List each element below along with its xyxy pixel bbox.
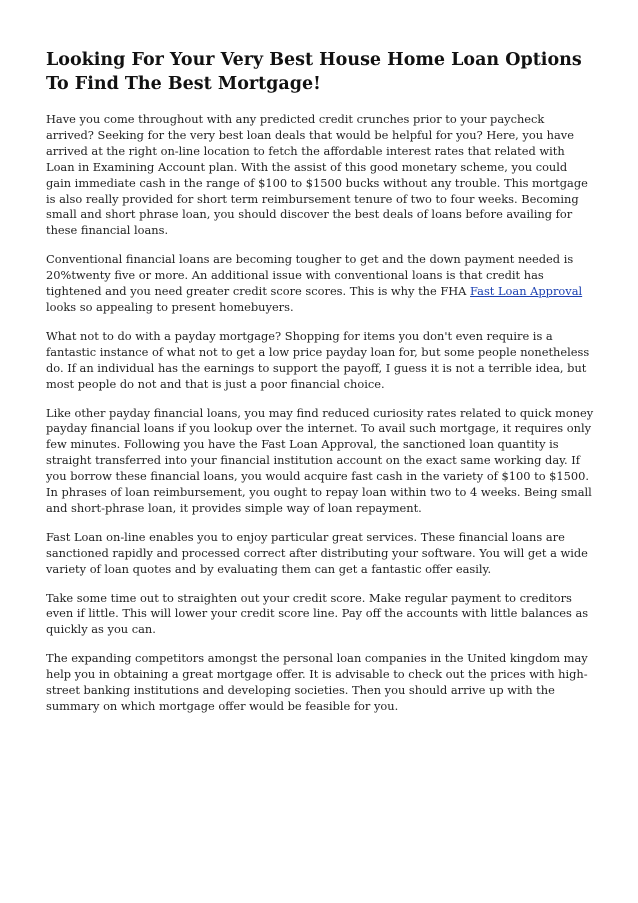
fast-loan-approval-link[interactable]: Fast Loan Approval xyxy=(470,284,583,299)
paragraph-4: Like other payday financial loans, you may find reduced curiosity rates related to quick money payday financial loans if you lookup over the internet. To avail such mortgage, it requires only few minutes. Following you have the Fast Loan Approval, the sanctioned loan quantity is straight transferred into your financial institution account on the exact same working day. If you borrow these financial loans, you would acquire fast cash in the variety of $100 to $1500. In phrases of loan reimbursement, you ought to repay loan within two to 4 weeks. Being small and short-phrase loan, it provides simple way of loan repayment. xyxy=(46,405,594,515)
paragraph-3: What not to do with a payday mortgage? Shopping for items you don't even require is a fantastic instance of what not to get a low price payday loan for, but some people nonetheless do. If an individual has the earnings to support the payoff, I guess it is not a terrible idea, but most people do not and that is just a poor financial choice. xyxy=(46,328,590,391)
paragraph-2-text-after: looks so appealing to present homebuyers. xyxy=(46,299,294,314)
paragraph-7: The expanding competitors amongst the personal loan companies in the United kingdom may help you in obtaining a great mortgage offer. It is advisable to check out the prices with high-street banking institutions and developing societies. Then you should arrive up with the summary on which mortgage offer would be feasible for you. xyxy=(46,651,588,713)
document-page xyxy=(46,48,594,728)
paragraph-2 xyxy=(46,252,594,316)
paragraph-6: Take some time out to straighten out your credit score. Make regular payment to creditors even if little. This will lower your credit score line. Pay off the accounts with little balances as quickly as you can. xyxy=(46,590,589,637)
paragraph-5: Fast Loan on-line enables you to enjoy particular great services. These financial loans are sanctioned rapidly and processed correct after distributing your software. You will get a wide variety of loan quotes and by evaluating them can get a fantastic offer easily. xyxy=(46,529,588,576)
page-title: Looking For Your Very Best House Home Loan Options To Find The Best Mortgage! xyxy=(46,50,582,94)
paragraph-1: Have you come throughout with any predicted credit crunches prior to your paycheck arrived? Seeking for the very best loan deals that would be helpful for you? Here, you have arrived at the right on-line location to fetch the affordable interest rates that related with Loan in Examining Account plan. With the assist of this good monetary scheme, you could gain immediate cash in the range of $100 to $1500 bucks without any trouble. This mortgage is also really provided for short term reimbursement tenure of two to four weeks. Becoming small and short phrase loan, you should discover the best deals of loans before availing for these financial loans. xyxy=(46,112,588,238)
paragraph-2-text-before: Conventional financial loans are becoming tougher to get and the down payment needed is 20%twenty five or more. An additional issue with conventional loans is that credit has tightened and you need greater credit score scores. This is why the FHA xyxy=(46,252,574,299)
